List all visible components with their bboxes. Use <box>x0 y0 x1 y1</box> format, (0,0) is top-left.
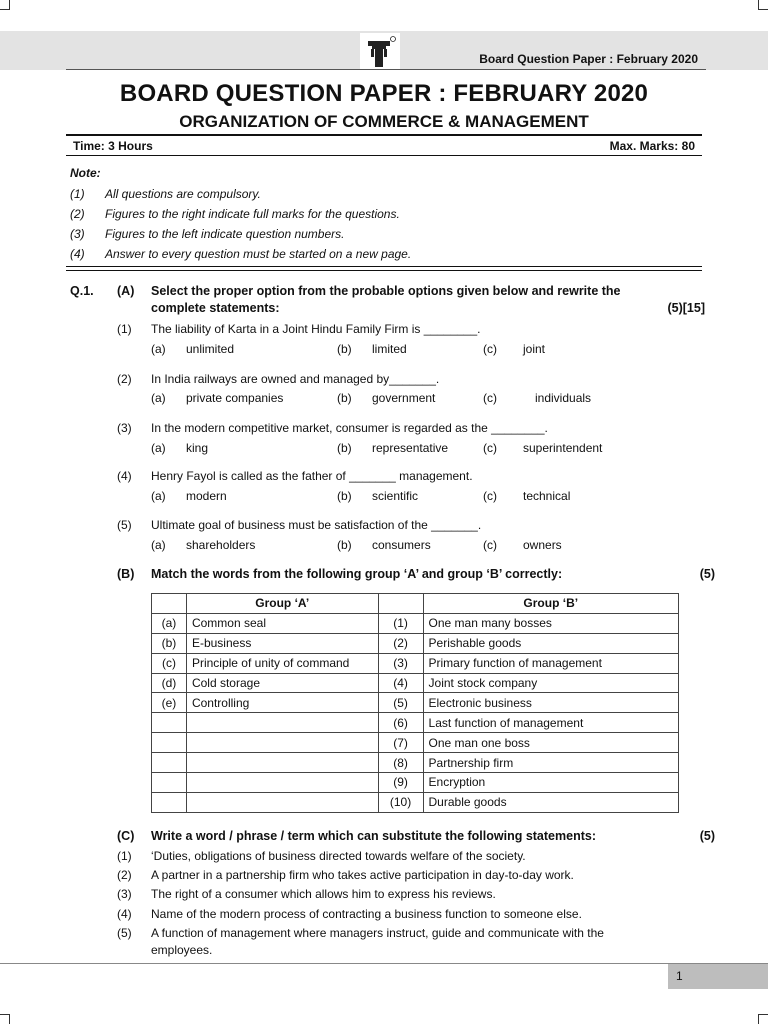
crop-mark-top-left <box>0 0 10 10</box>
section-label-b: (B) <box>117 567 135 581</box>
mcq-question: In the modern competitive market, consumer is regarded as the ________. <box>151 421 548 435</box>
option-label: (a) <box>151 391 166 405</box>
cell-label-b: (7) <box>378 733 423 753</box>
table-row <box>152 633 679 653</box>
statement-number: (3) <box>117 887 132 901</box>
cell-group-b: Encryption <box>423 773 678 793</box>
note-text: Figures to the left indicate question numbers. <box>105 227 345 241</box>
mcq-question: The liability of Karta in a Joint Hindu Family Firm is ________. <box>151 322 481 336</box>
cell-group-a: E-business <box>186 633 378 653</box>
cell-group-a <box>186 753 378 773</box>
cell-label-b: (10) <box>378 792 423 812</box>
statement-text: Name of the modern process of contracting a business function to someone else. <box>151 907 582 921</box>
notes-rule-top <box>66 266 702 267</box>
time-rule <box>66 155 702 156</box>
note-item <box>70 227 344 241</box>
option-text: shareholders <box>186 538 256 552</box>
cell-label-a <box>152 713 187 733</box>
option-label: (b) <box>337 441 352 455</box>
cell-group-a: Cold storage <box>186 673 378 693</box>
option-text: government <box>372 391 436 405</box>
note-item <box>70 247 411 261</box>
statement-number: (5) <box>117 926 132 940</box>
option-text: technical <box>523 489 571 503</box>
cell-group-b: Last function of management <box>423 713 678 733</box>
option-text: private companies <box>186 391 284 405</box>
page-title: BOARD QUESTION PAPER : FEBRUARY 2020 <box>119 80 649 107</box>
option-label: (b) <box>337 342 352 356</box>
cell-label-a <box>152 773 187 793</box>
table-row <box>152 613 679 633</box>
option-text: modern <box>186 489 227 503</box>
note-number: (4) <box>70 247 85 261</box>
mcq-number: (4) <box>117 469 132 483</box>
page-subtitle: ORGANIZATION OF COMMERCE & MANAGEMENT <box>179 112 589 131</box>
header-blank-b <box>378 594 423 614</box>
cell-group-b: Electronic business <box>423 693 678 713</box>
group-b-header: Group ‘B’ <box>423 594 678 614</box>
section-c-marks: (5) <box>699 829 715 843</box>
cell-label-b: (1) <box>378 613 423 633</box>
cell-label-b: (4) <box>378 673 423 693</box>
option-text: owners <box>523 538 562 552</box>
cell-group-b: Joint stock company <box>423 673 678 693</box>
page-number: 1 <box>668 964 768 989</box>
cell-label-b: (2) <box>378 633 423 653</box>
option-text: limited <box>372 342 407 356</box>
option-text: representative <box>372 441 449 455</box>
note-text: Answer to every question must be started on a new page. <box>105 247 412 261</box>
publisher-logo-icon <box>360 33 400 69</box>
table-row <box>152 693 679 713</box>
option-text: king <box>186 441 209 455</box>
table-row <box>152 753 679 773</box>
cell-group-b: One man many bosses <box>423 613 678 633</box>
table-row <box>152 713 679 733</box>
crop-mark-top-right <box>758 0 768 10</box>
crop-mark-bottom-left <box>0 1014 10 1024</box>
mcq-question: Ultimate goal of business must be satisfaction of the _______. <box>151 518 482 532</box>
section-c-instruction: Write a word / phrase / term which can substitute the following statements: <box>151 829 596 843</box>
mcq-number: (3) <box>117 421 132 435</box>
statement-number: (2) <box>117 868 132 882</box>
cell-group-a: Controlling <box>186 693 378 713</box>
cell-group-a <box>186 713 378 733</box>
cell-group-b: Durable goods <box>423 792 678 812</box>
option-text: individuals <box>535 391 592 405</box>
option-text: consumers <box>372 538 431 552</box>
mcq-number: (2) <box>117 372 132 386</box>
option-text: joint <box>523 342 546 356</box>
statement-number: (1) <box>117 849 132 863</box>
note-number: (3) <box>70 227 85 241</box>
cell-group-b: Primary function of management <box>423 653 678 673</box>
time-marks-bar <box>73 139 695 153</box>
mcq-number: (1) <box>117 322 132 336</box>
section-a-marks: (5)[15] <box>667 301 705 315</box>
option-text: superintendent <box>523 441 603 455</box>
option-label: (a) <box>151 538 166 552</box>
cell-group-b: Partnership firm <box>423 753 678 773</box>
cell-group-a <box>186 792 378 812</box>
cell-label-b: (5) <box>378 693 423 713</box>
statement-text: A partner in a partnership firm who takes active participation in day-to-day work. <box>151 868 574 882</box>
cell-label-a <box>152 792 187 812</box>
note-item <box>70 187 261 201</box>
option-label: (b) <box>337 538 352 552</box>
mcq-question: In India railways are owned and managed by_______. <box>151 372 440 386</box>
statement-text: The right of a consumer which allows him to express his reviews. <box>151 887 496 901</box>
option-label: (a) <box>151 489 166 503</box>
note-number: (2) <box>70 207 85 221</box>
option-text: scientific <box>372 489 419 503</box>
match-table <box>151 593 679 813</box>
cell-label-b: (3) <box>378 653 423 673</box>
mcq-number: (5) <box>117 518 132 532</box>
group-a-header: Group ‘A’ <box>186 594 378 614</box>
section-a-instruction-cont: complete statements: <box>151 301 280 315</box>
header-blank-a <box>152 594 187 614</box>
section-b-marks: (5) <box>699 567 715 581</box>
option-label: (c) <box>483 342 497 356</box>
note-text: Figures to the right indicate full marks for the questions. <box>105 207 400 221</box>
cell-label-a <box>152 753 187 773</box>
cell-label-a: (b) <box>152 633 187 653</box>
cell-group-a: Principle of unity of command <box>186 653 378 673</box>
option-label: (c) <box>483 391 497 405</box>
crop-mark-bottom-right <box>758 1014 768 1024</box>
footer-rule <box>0 963 768 964</box>
statement-text: ‘Duties, obligations of business directed towards welfare of the society. <box>151 849 526 863</box>
notes-rule-bottom <box>66 270 702 271</box>
mcq-question: Henry Fayol is called as the father of _______ management. <box>151 469 473 483</box>
table-row <box>152 733 679 753</box>
table-row <box>152 673 679 693</box>
table-row <box>152 773 679 793</box>
statement-number: (4) <box>117 907 132 921</box>
option-label: (c) <box>483 538 497 552</box>
cell-label-a <box>152 733 187 753</box>
cell-group-b: One man one boss <box>423 733 678 753</box>
option-label: (b) <box>337 489 352 503</box>
cell-label-a: (d) <box>152 673 187 693</box>
table-header-row <box>152 594 679 614</box>
section-label-a: (A) <box>117 284 135 298</box>
cell-label-a: (c) <box>152 653 187 673</box>
note-heading: Note: <box>70 166 101 180</box>
cell-group-a <box>186 733 378 753</box>
note-item <box>70 207 400 221</box>
section-a-instruction: Select the proper option from the probable options given below and rewrite the <box>151 284 621 298</box>
option-label: (a) <box>151 441 166 455</box>
cell-label-a: (a) <box>152 613 187 633</box>
cell-label-b: (6) <box>378 713 423 733</box>
cell-label-b: (9) <box>378 773 423 793</box>
option-text: unlimited <box>186 342 235 356</box>
header-divider <box>66 69 706 70</box>
header-reference: Board Question Paper : February 2020 <box>479 52 698 66</box>
cell-label-a: (e) <box>152 693 187 713</box>
cell-group-a <box>186 773 378 793</box>
statement-text-cont: employees. <box>151 943 213 957</box>
cell-label-b: (8) <box>378 753 423 773</box>
table-row <box>152 653 679 673</box>
question-number: Q.1. <box>70 284 94 298</box>
section-label-c: (C) <box>117 829 135 843</box>
note-number: (1) <box>70 187 85 201</box>
table-row <box>152 792 679 812</box>
option-label: (a) <box>151 342 166 356</box>
time-allowed: Time: 3 Hours <box>73 139 153 153</box>
option-label: (b) <box>337 391 352 405</box>
cell-group-a: Common seal <box>186 613 378 633</box>
statement-text: A function of management where managers instruct, guide and communicate with the <box>151 926 604 940</box>
section-b-instruction: Match the words from the following group ‘A’ and group ‘B’ correctly: <box>151 567 563 581</box>
option-label: (c) <box>483 441 497 455</box>
option-label: (c) <box>483 489 497 503</box>
cell-group-b: Perishable goods <box>423 633 678 653</box>
note-text: All questions are compulsory. <box>105 187 261 201</box>
title-rule <box>66 134 702 136</box>
max-marks: Max. Marks: 80 <box>609 139 695 153</box>
